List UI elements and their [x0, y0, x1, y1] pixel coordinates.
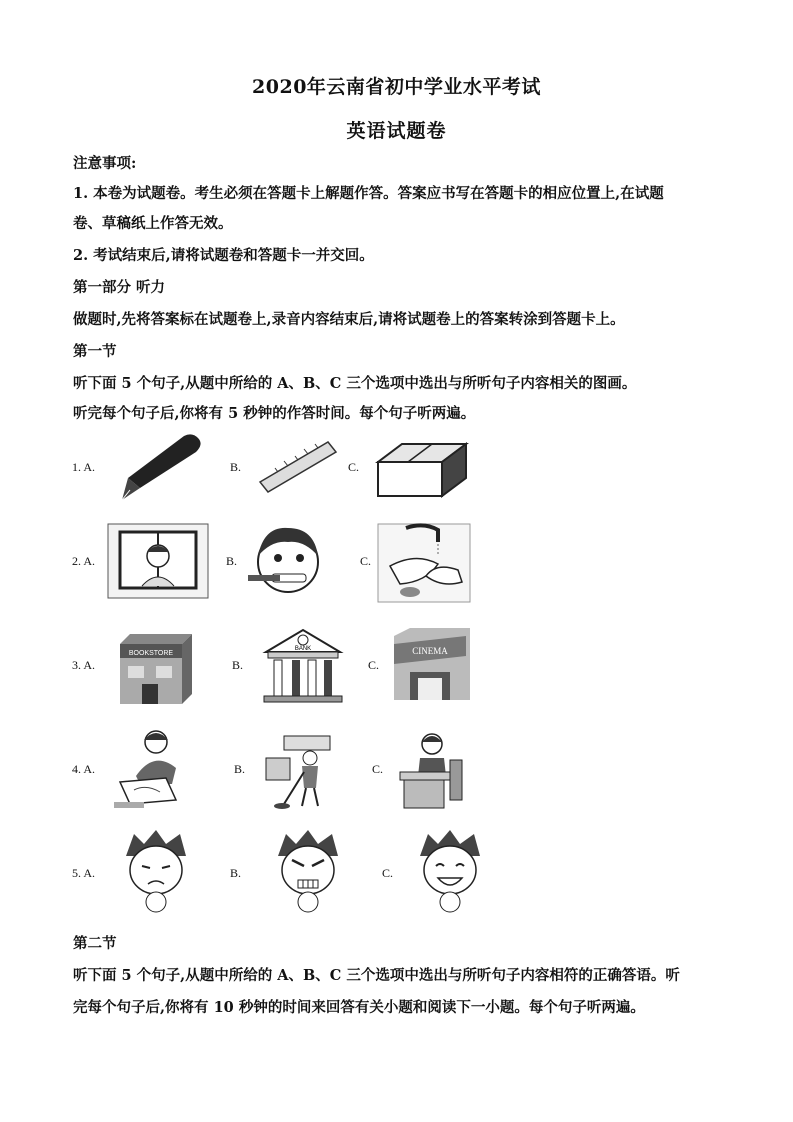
question-3	[72, 622, 492, 702]
part1-title: 第一部分 听力	[73, 279, 166, 296]
happy-boy-icon	[408, 830, 492, 914]
washing-hands-icon	[376, 522, 472, 604]
exam-title: 2020年云南省初中学业水平考试	[252, 76, 541, 98]
ruler-icon	[258, 438, 338, 494]
boy-at-window-icon	[106, 522, 210, 600]
section2-title: 第二节	[73, 935, 117, 952]
q3-label-a: 3. A.	[72, 658, 96, 672]
q4-label-c: C.	[372, 762, 384, 776]
q5-label-a: 5. A.	[72, 866, 96, 880]
question-5	[72, 830, 492, 910]
question-4	[72, 726, 492, 806]
section1-line-1: 听下面 5 个句子,从题中所给的 A、B、C 三个选项中选出与所听句子内容相关的图画。	[73, 375, 637, 392]
note-1-line-1: 1. 本卷为试题卷。考生必须在答题卡上解题作答。答案应书写在答题卡的相应位置上,在试题	[73, 185, 664, 202]
sad-boy-icon	[114, 830, 198, 914]
section1-title: 第一节	[73, 343, 117, 360]
section2-line-2: 完每个句子后,你将有 10 秒钟的时间来回答有关小题和阅读下一小题。每个句子听两遍。	[73, 999, 645, 1016]
q2-label-b: B.	[226, 554, 238, 568]
note-1-line-2: 卷、草稿纸上作答无效。	[73, 215, 233, 232]
q3-label-c: C.	[368, 658, 380, 672]
q1-label-b: B.	[230, 460, 242, 474]
q5-label-b: B.	[230, 866, 242, 880]
q2-label-a: 2. A.	[72, 554, 96, 568]
angry-boy-icon	[266, 830, 350, 914]
cinema-sign: CINEMA	[412, 646, 448, 656]
part1-instruction: 做题时,先将答案标在试题卷上,录音内容结束后,请将试题卷上的答案转涂到答题卡上。	[73, 311, 625, 328]
question-2	[72, 518, 492, 598]
q4-label-a: 4. A.	[72, 762, 96, 776]
fountain-pen-icon	[106, 430, 206, 504]
question-1	[72, 428, 492, 508]
cinema-icon	[390, 626, 474, 702]
paper-subtitle: 英语试题卷	[346, 120, 447, 142]
q1-label-c: C.	[348, 460, 360, 474]
bookstore-sign: BOOKSTORE	[128, 650, 174, 657]
boy-cleaning-floor-icon	[264, 732, 334, 812]
eraser-icon	[372, 438, 472, 500]
section2-line-1: 听下面 5 个句子,从题中所给的 A、B、C 三个选项中选出与所听句子内容相符的正确答语。听	[73, 967, 680, 984]
q5-label-c: C.	[382, 866, 394, 880]
boy-at-desk-icon	[398, 730, 468, 810]
q2-label-c: C.	[360, 554, 372, 568]
bank-icon	[262, 626, 344, 704]
boy-drawing-icon	[106, 726, 198, 810]
bank-sign: BANK	[294, 646, 312, 652]
section1-line-2: 听完每个句子后,你将有 5 秒钟的作答时间。每个句子听两遍。	[73, 405, 476, 422]
boy-brushing-teeth-icon	[244, 520, 330, 600]
q1-label-a: 1. A.	[72, 460, 96, 474]
bookstore-icon	[118, 630, 194, 706]
q4-label-b: B.	[234, 762, 246, 776]
notes-heading: 注意事项:	[73, 155, 137, 172]
note-2: 2. 考试结束后,请将试题卷和答题卡一并交回。	[73, 247, 374, 264]
q3-label-b: B.	[232, 658, 244, 672]
